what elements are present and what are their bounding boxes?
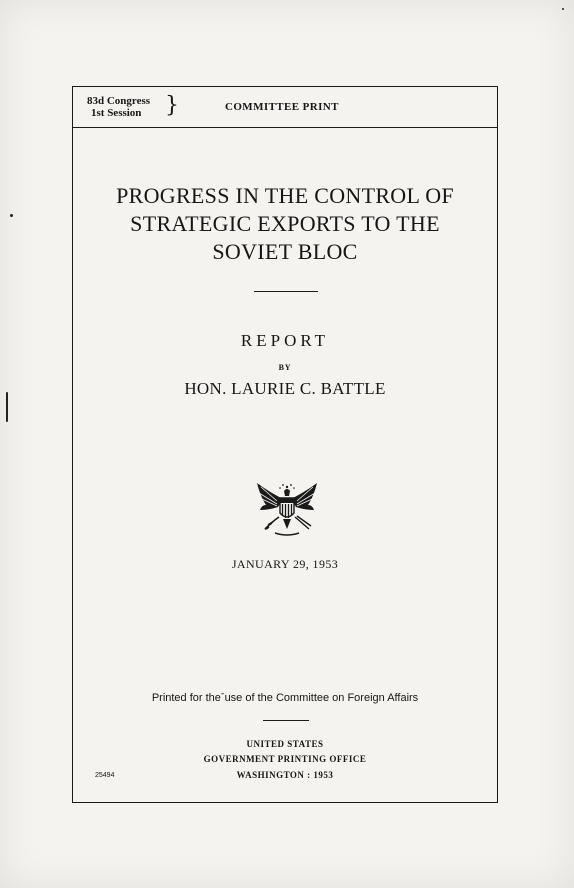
congress-label: 83d Congress	[87, 95, 151, 107]
title-line: STRATEGIC EXPORTS TO THE	[130, 211, 440, 236]
great-seal-eagle-icon	[253, 477, 321, 545]
title-line: SOVIET BLOC	[212, 239, 358, 264]
divider	[254, 291, 318, 292]
scan-mark	[562, 8, 564, 10]
document-title	[73, 182, 497, 266]
header-row	[73, 87, 497, 128]
imprint-country: UNITED STATES	[246, 739, 324, 749]
report-date: JANUARY 29, 1953	[231, 557, 339, 571]
by-label: BY	[278, 363, 292, 372]
scan-mark	[10, 214, 13, 217]
brace-icon: }	[165, 93, 179, 118]
job-number: 25494	[95, 772, 115, 779]
committee-print-label: COMMITTEE PRINT	[225, 101, 339, 113]
scan-mark	[6, 392, 8, 422]
author-name: HON. LAURIE C. BATTLE	[184, 379, 386, 398]
title-line: PROGRESS IN THE CONTROL OF	[116, 183, 454, 208]
printed-for-note: Printed for theˉuse of the Committee on Foreign Affairs	[151, 692, 419, 704]
divider	[263, 720, 309, 721]
session-label: 1st Session	[91, 107, 142, 119]
imprint-office: GOVERNMENT PRINTING OFFICE	[203, 754, 367, 764]
congress-session	[87, 95, 150, 119]
imprint-place-year: WASHINGTON : 1953	[236, 770, 334, 780]
title-page-frame	[72, 86, 498, 803]
report-heading: REPORT	[240, 331, 330, 350]
